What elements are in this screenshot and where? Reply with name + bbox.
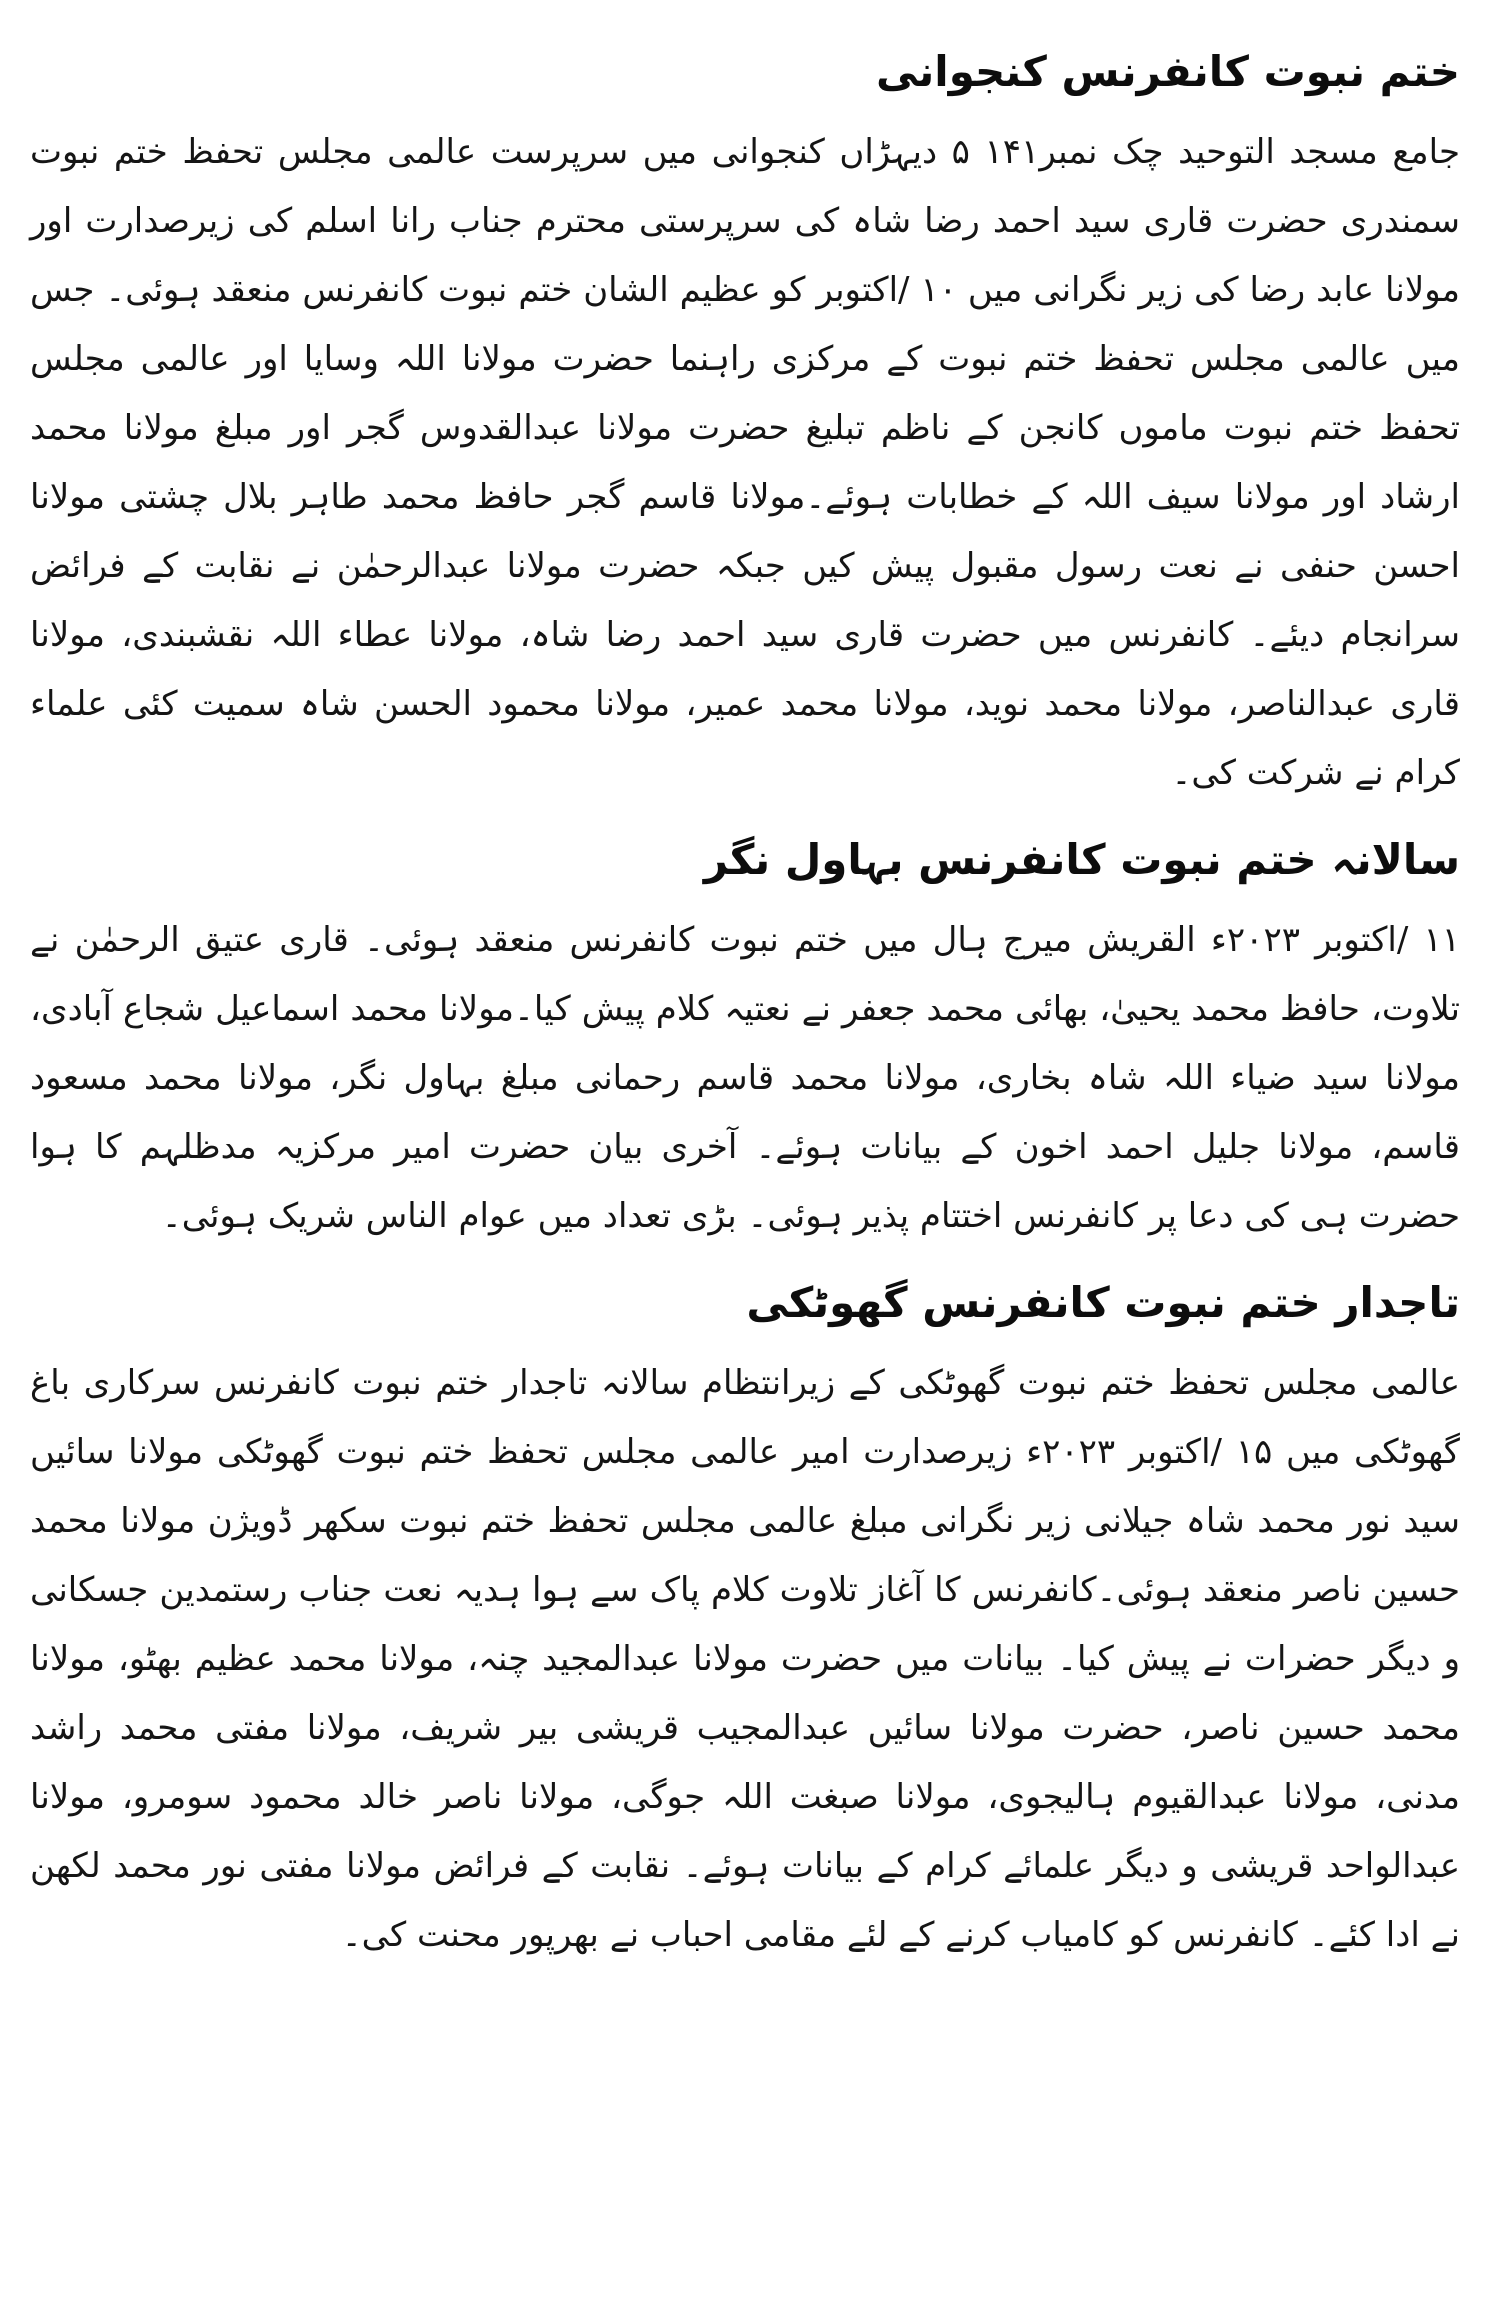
section-heading: تاجدار ختم نبوت کانفرنس گھوٹکی [746, 1278, 1460, 1327]
section-bahawalnagar-conference [30, 828, 1460, 1251]
document-page [30, 40, 1460, 2260]
section-ghotki-conference [30, 1271, 1460, 1970]
section-heading: ختم نبوت کانفرنس کنجوانی [876, 47, 1460, 96]
section-paragraph: ۱۱ /اکتوبر ۲۰۲۳ء القریش میرج ہال میں ختم نبوت کانفرنس منعقد ہوئی۔ قاری عتیق الرحمٰن نے تلاوت، حافظ محمد یحییٰ، بھائی محمد جعفر نے نعتیہ کلام پیش کیا۔مولانا محمد اسماعیل شجاع آبادی، مولانا سید ضیاء اللہ شاہ بخاری، مولانا محمد قاسم رحمانی مبلغ بہاول نگر، مولانا محمد مسعود قاسم، مولانا جلیل احمد اخون کے بیانات ہوئے۔ آخری بیان حضرت امیر مرکزیہ مدظلہم کا ہوا حضرت ہی کی دعا پر کانفرنس اختتام پذیر ہوئی۔ بڑی تعداد میں عوام الناس شریک ہوئی۔ [30, 920, 1461, 1236]
section-kunjwani-conference [30, 40, 1460, 808]
section-heading: سالانہ ختم نبوت کانفرنس بہاول نگر [703, 835, 1460, 884]
section-paragraph: جامع مسجد التوحید چک نمبر۱۴۱ ۵ دیہڑاں کنجوانی میں سرپرست عالمی مجلس تحفظ ختم نبوت سمندری حضرت قاری سید احمد رضا شاہ کی سرپرستی محترم جناب رانا اسلم کی زیرصدارت اور مولانا عابد رضا کی زیر نگرانی میں ۱۰ /اکتوبر کو عظیم الشان ختم نبوت کانفرنس منعقد ہوئی۔ جس میں عالمی مجلس تحفظ ختم نبوت کے مرکزی راہنما حضرت مولانا اللہ وسایا اور عالمی مجلس تحفظ ختم نبوت ماموں کانجن کے ناظم تبلیغ حضرت مولانا عبدالقدوس گجر اور مبلغ مولانا محمد ارشاد اور مولانا سیف اللہ کے خطابات ہوئے۔مولانا قاسم گجر حافظ محمد طاہر بلال چشتی مولانا احسن حنفی نے نعت رسول مقبول پیش کیں جبکہ حضرت مولانا عبدالرحمٰن نے نقابت کے فرائض سرانجام دیئے۔ کانفرنس میں حضرت قاری سید احمد رضا شاہ، مولانا عطاء اللہ نقشبندی، مولانا قاری عبدالناصر، مولانا محمد نوید، مولانا محمد عمیر، مولانا محمود الحسن شاہ سمیت کئی علماء کرام نے شرکت کی۔ [30, 132, 1461, 793]
section-paragraph: عالمی مجلس تحفظ ختم نبوت گھوٹکی کے زیرانتظام سالانہ تاجدار ختم نبوت کانفرنس سرکاری باغ گھوٹکی میں ۱۵ /اکتوبر ۲۰۲۳ء زیرصدارت امیر عالمی مجلس تحفظ ختم نبوت گھوٹکی مولانا سائیں سید نور محمد شاہ جیلانی زیر نگرانی مبلغ عالمی مجلس تحفظ ختم نبوت سکھر ڈویژن مولانا محمد حسین ناصر منعقد ہوئی۔کانفرنس کا آغاز تلاوت کلام پاک سے ہوا ہدیہ نعت جناب رستمدین جسکانی و دیگر حضرات نے پیش کیا۔ بیانات میں حضرت مولانا عبدالمجید چنہ، مولانا محمد عظیم بھٹو، مولانا محمد حسین ناصر، حضرت مولانا سائیں عبدالمجیب قریشی بیر شریف، مولانا مفتی محمد راشد مدنی، مولانا عبدالقیوم ہالیجوی، مولانا صبغت اللہ جوگی، مولانا ناصر خالد محمود سومرو، مولانا عبدالواحد قریشی و دیگر علمائے کرام کے بیانات ہوئے۔ نقابت کے فرائض مولانا مفتی نور محمد لکھن نے ادا کئے۔ کانفرنس کو کامیاب کرنے کے لئے مقامی احباب نے بھرپور محنت کی۔ [30, 1363, 1460, 1955]
